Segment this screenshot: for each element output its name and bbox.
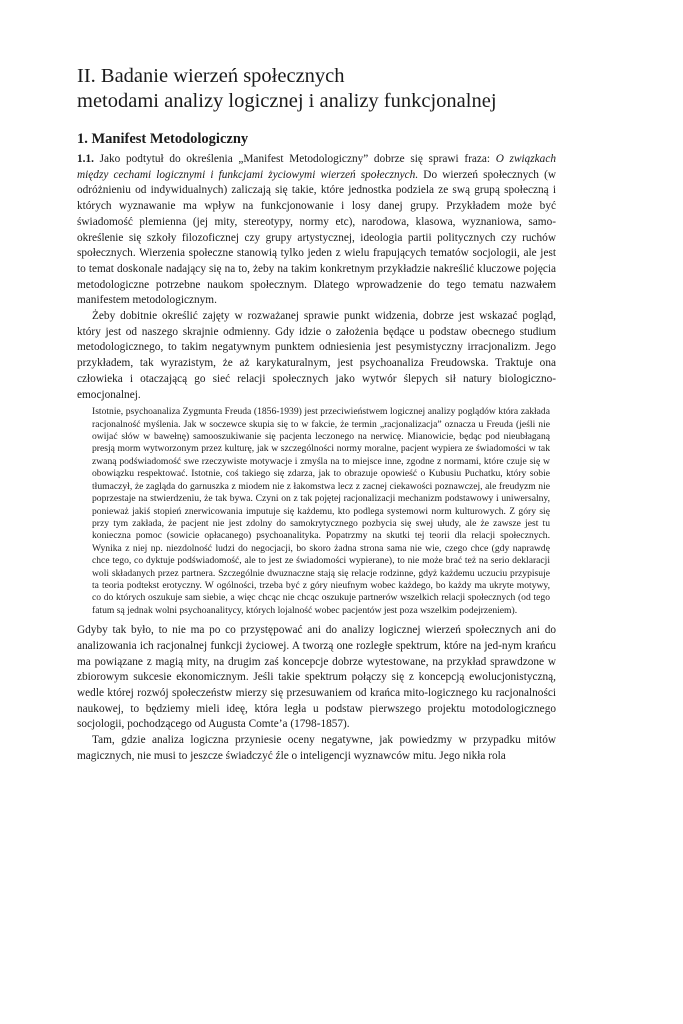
paragraph-3: Gdyby tak było, to nie ma po co przystępować ani do analizy logicznej wierzeń społecznych ani do analizowania ich racjonalnej funkcji życiowej. A tworzą one rozległe spektrum, które na jed-nym krańcu ma powiązane z magią mity, na drugim zaś koncepcje dobrze wytestowane, na przykład sprawdzone w zbiorowym sukcesie ekonomicznym. Jeśli takie spektrum połączy się z koncepcją ewolucjonistyczną, wedle której rozwój społeczeństw mierzy się przesuwaniem od krańca mito-logicznego ku racjonalności naukowej, to będziemy mieli ideę, która legła u podstaw pierwszego projektu motodologicznego socjologii, pochodzącego od Augusta Comte’a (1798-1857). — [77, 624, 556, 731]
block-quote — [92, 406, 550, 617]
paragraph-4: Tam, gdzie analiza logiczna przyniesie oceny negatywne, jak powiedzmy w przypadku mitów magicznych, nie musi to jeszcze świadczyć źle o inteligencji wyznawców mitu. Jego nikła rola — [77, 734, 556, 762]
paragraph-text: Do wierzeń społecznych (w odróżnieniu od indywidualnych) zaliczają się takie, które jednostka podziela ze swą grupą społeczną i których wyznawanie ma wpływ na funkcjonowanie i losy danej grupy. Przykładem może być świadomość plemienna (jej mity, stereotypy, normy etc), narodowa, klasowa, wyznaniowa, samo-określenie się szkoły filozoficznej czy grupy artystycznej, ideologia partii politycznych czy ruchów społecznych. Wierzenia społeczne stanowią tylko jeden z wielu frapujących tematów socjologii, ale jest to temat doskonale nadający się na to, żeby na takim konkretnym przykładzie nakreślić kluczowe pojęcia metodologiczne potrzebne naukom społecznym. Dlatego wprowadzenie do tego tematu nazwałem manifestem metodologicznym. — [77, 168, 557, 307]
paragraph-1-1 — [77, 152, 556, 309]
section-title: 1. Manifest Metodologiczny — [77, 131, 249, 147]
paragraph-italic-phrase: O związkach między cechami logicznymi i funkcjami życiowymi wierzeń społecznych. — [77, 153, 556, 181]
chapter-title — [77, 64, 617, 114]
paragraph-text: Jako podtytuł do określenia „Manifest Metodologiczny” dobrze się sprawi fraza: — [93, 153, 496, 165]
chapter-title-line-1: II. Badanie wierzeń społecznych — [77, 65, 345, 87]
paragraph-number: 1.1. — [77, 153, 94, 165]
quote-text: Istotnie, psychoanaliza Zygmunta Freuda (1856-1939) jest przeciwieństwem logicznej analizy poglądów która zakłada racjonalność myślenia. Jak w soczewce skupia się to w fakcie, że termin „racjonalizacja” oznacza u Freuda (jeśli nie owijać słów w bawełnę) samooszukiwanie się pacjenta leczonego na nerwicę. Mianowicie, będąc pod nieubłaganą presją morm wytworzonym przez kulturę, jak w szczególności normy moralne, pacjent wypiera ze świadomości w tak zwaną podświadomość swe rzeczywiste motywacje i zmyśla na to miejsce inne, zgodne z normami, które czuje się w obowiązku respektować. Istotnie, coś takiego się zdarza, jak to obrazuje opowieść o Kubusiu Puchatku, który sobie tłumaczył, że zagląda do garnuszka z miodem nie z łakomstwa lecz z zacnej ciekawości poznawczej, ale freudyzm nie poprzestaje na stwierdzeniu, że tak bywa. Czyni on z tak pojętej racjonalizacji mechanizm podstawowy i uniwersalny, ponieważ jakiś stopień znerwicowania imputuje się każdemu, kto podlega systemowi norm kulturowych. Z góry się przy tym zakłada, że pacjent nie jest zdolny do samokrytycznego pozbycia się swej ułudy, ale że zawsze jest tu konieczna pomoc (sowicie opłacanego) psychoanalityka. Popatrzmy na skutki tej teorii dla relacji społecznych. Wynika z niej np. niezdolność ludzi do negocjacji, bo skoro żadna strona sama nie wie, czego chce (gdy naprawdę chce tego, co dyktuje podświadomość, ale to jest ze świadomości wypierane), to nie może brać też na serio deklaracji woli składanych przez partnera. Szczególnie dwuznaczne stają się relacje rodzinne, gdyż każdemu uczuciu przypisuje ta teoria podtekst erotyczny. W ogólności, trzeba być z góry nieufnym wobec każdego, bo każdy ma ukryte motywy, co do których oszukuje sam siebie, a więc chcąc nie chcąc oszukuje partnerów wszelkich relacji społecznych (od tego fatum są jednak wolni psychoanalitycy, których lojalność wobec pacjentów jest poza wszelkim podejrzeniem). — [92, 406, 550, 616]
paragraph-2: Żeby dobitnie określić zajęty w rozważanej sprawie punkt widzenia, dobrze jest wskazać pogląd, który jest od naszego skrajnie odmienny. Gdy idzie o założenia będące u podstaw obecnego studium metodologicznego, to takim negatywnym punktem odniesienia jest pesymistyczny irracjonalizm. Jego przykładem, tak wyrazistym, że aż karykaturalnym, jest psychoanaliza Freudowska. Traktuje ona człowieka i otaczającą go sieć relacji społecznych jako wytwór ślepych sił natury biologiczno-emocjonalnej. — [77, 310, 556, 401]
chapter-title-line-2: metodami analizy logicznej i analizy funkcjonalnej — [77, 90, 497, 112]
body-text — [77, 152, 556, 764]
